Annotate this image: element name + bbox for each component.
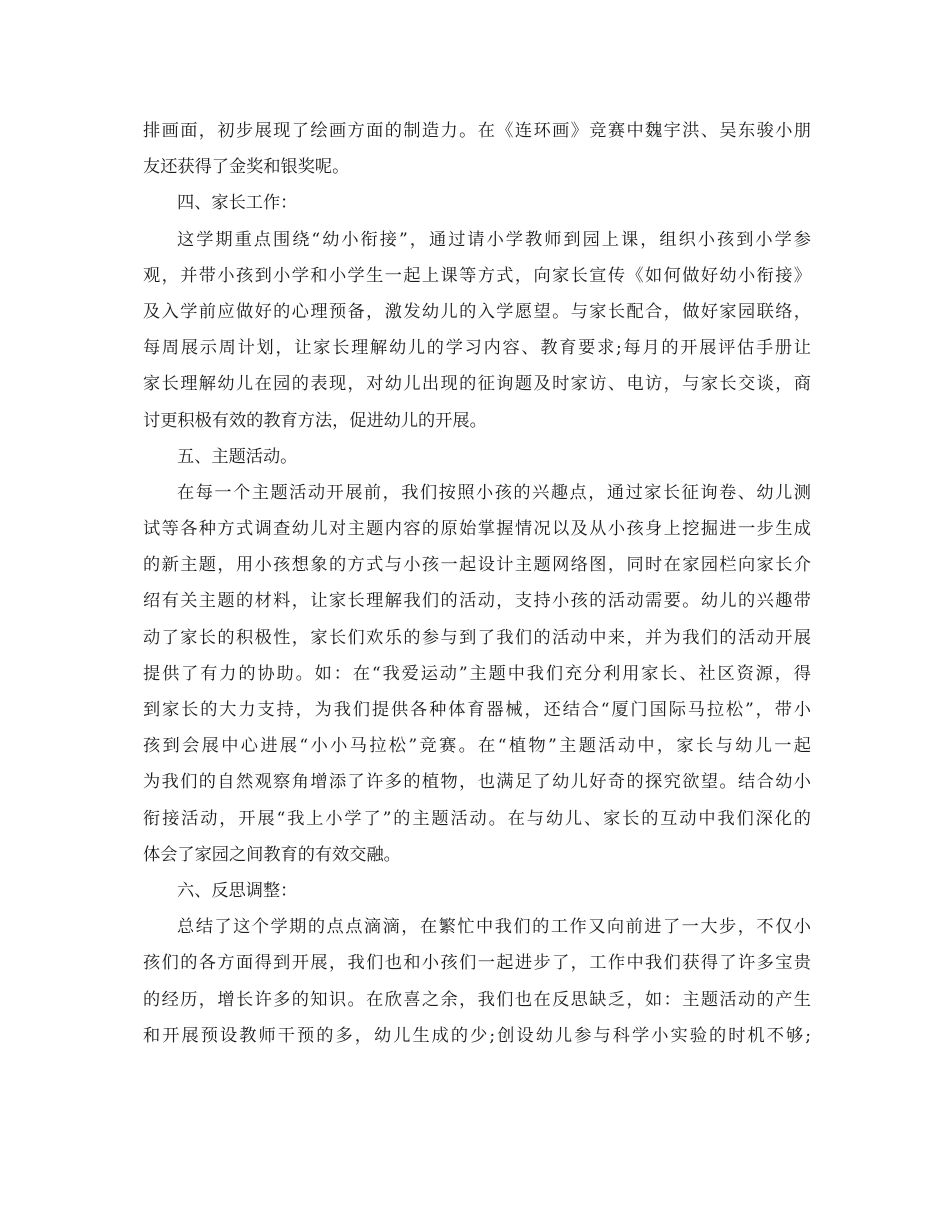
- text-line: 友还获得了金奖和银奖呢。: [143, 157, 350, 178]
- text-line: 及入学前应做好的心理预备，激发幼儿的入学愿望。与家长配合，做好家园联络，: [143, 301, 811, 322]
- text-line: 总结了这个学期的点点滴滴，在繁忙中我们的工作又向前进了一大步，不仅小: [177, 917, 811, 938]
- text-line: 讨更积极有效的教育方法，促进幼儿的开展。: [143, 410, 487, 431]
- section-heading-reflection: 六、反思调整：: [177, 880, 298, 901]
- text-line: 孩到会展中心进展“小小马拉松”竞赛。在“植物”主题活动中，家长与幼儿一起: [143, 736, 811, 757]
- text-line: 在每一个主题活动开展前，我们按照小孩的兴趣点，通过家长征询卷、幼儿测: [177, 482, 811, 503]
- text-line: 体会了家园之间教育的有效交融。: [143, 844, 401, 865]
- text-line: 的新主题，用小孩想象的方式与小孩一起设计主题网络图，同时在家园栏向家长介: [143, 555, 811, 576]
- text-line: 和开展预设教师干预的多，幼儿生成的少;创设幼儿参与科学小实验的时机不够;: [143, 1025, 811, 1046]
- text-line: 这学期重点围绕“幼小衔接”，通过请小学教师到园上课，组织小孩到小学参: [177, 229, 811, 250]
- text-line: 到家长的大力支持，为我们提供各种体育器械，还结合“厦门国际马拉松”，带小: [143, 700, 811, 720]
- text-line: 每周展示周计划，让家长理解幼儿的学习内容、教育要求;每月的开展评估手册让: [143, 338, 811, 359]
- text-line: 动了家长的积极性，家长们欢乐的参与到了我们的活动中来，并为我们的活动开展: [143, 627, 811, 648]
- text-line: 的经历，增长许多的知识。在欣喜之余，我们也在反思缺乏，如：主题活动的产生: [143, 989, 811, 1010]
- section-heading-theme-activities: 五、主题活动。: [177, 446, 298, 467]
- text-line: 绍有关主题的材料，让家长理解我们的活动，支持小孩的活动需要。幼儿的兴趣带: [143, 591, 811, 612]
- text-line: 提供了有力的协助。如：在“我爱运动”主题中我们充分利用家长、社区资源，得: [143, 663, 811, 684]
- document-body: [143, 113, 811, 1054]
- text-line: 为我们的自然观察角增添了许多的植物，也满足了幼儿好奇的探究欲望。结合幼小: [143, 772, 811, 793]
- text-line: 衔接活动，开展“我上小学了”的主题活动。在与幼儿、家长的互动中我们深化的: [143, 808, 811, 829]
- text-line: 排画面，初步展现了绘画方面的制造力。在《连环画》竞赛中魏宇洪、吴东骏小朋: [143, 121, 811, 141]
- text-line: 家长理解幼儿在园的表现，对幼儿出现的征询题及时家访、电访，与家长交谈，商: [143, 374, 811, 395]
- text-line: 观，并带小孩到小学和小学生一起上课等方式，向家长宣传《如何做好幼小衔接》: [143, 265, 811, 286]
- text-line: 试等各种方式调查幼儿对主题内容的原始掌握情况以及从小孩身上挖掘进一步生成: [143, 519, 811, 540]
- text-line: 孩们的各方面得到开展，我们也和小孩们一起进步了，工作中我们获得了许多宝贵: [143, 953, 811, 974]
- section-heading-parents-work: 四、家长工作：: [177, 193, 298, 214]
